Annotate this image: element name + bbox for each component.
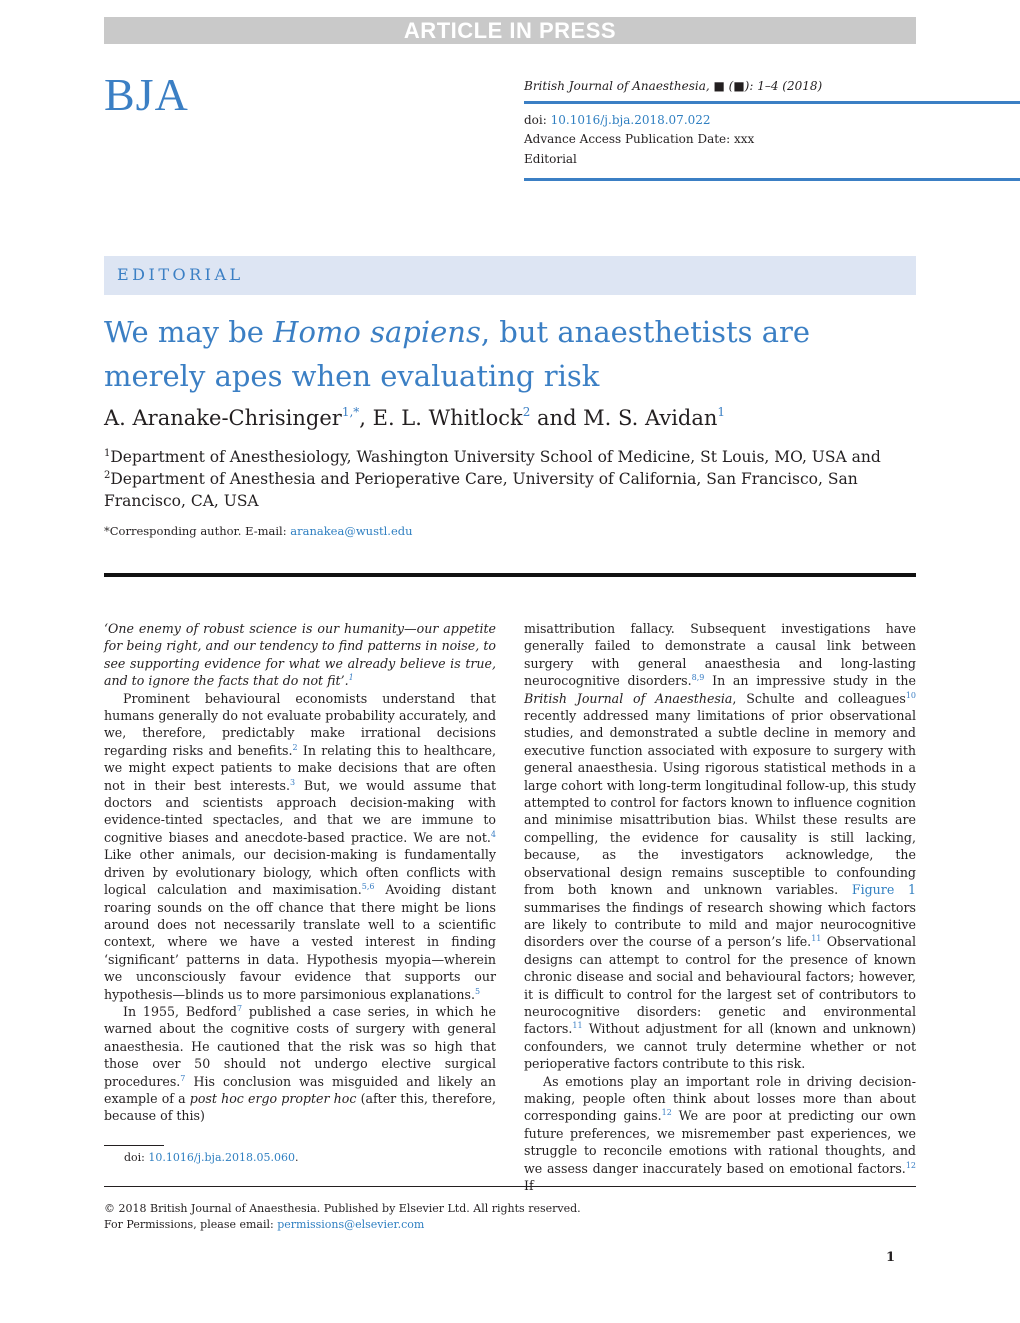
article-title: We may be Homo sapiens, but anaesthetists are merely apes when evaluating risk bbox=[104, 315, 811, 393]
access-date: Advance Access Publication Date: xxx bbox=[524, 132, 755, 146]
left-column bbox=[104, 620, 496, 1125]
article-in-press-banner: ARTICLE IN PRESS bbox=[104, 17, 916, 44]
paragraph: Prominent behavioural economists understand that humans generally do not evaluate probability accurately, and we, therefore, predictably make irrational decisions regarding risks and benefits.$^2$ In relating this to healthcare, we might expect patients to make decisions that are often not in their best interests.$^3$ But, we would assume that doctors and scientists approach decision-making with evidence-tinted spectacles, and that we are immune to cognitive biases and anecdote-based practice. We are not.$^4$ Like other animals, our decision-making is fundamentally driven by evolutionary biology, which often conflicts with logical calculation and maximisation.$^{5,6}$ Avoiding distant roaring sounds on the off chance that there might be lions around does not necessarily translate well to a scientific context, where we have a vested interest in finding ‘significant’ patterns in data. Hypothesis myopia—wherein we unconsciously favour evidence that supports our hypothesis—blinds us to more parsimonious explanations.$^5$ bbox=[104, 690, 497, 1002]
header-rule bbox=[524, 101, 1020, 104]
journal-logo: BJA bbox=[104, 69, 189, 120]
right-column bbox=[524, 620, 916, 1194]
permissions-email-link[interactable]: permissions@elsevier.com bbox=[277, 1218, 425, 1231]
footnote-doi-link[interactable]: 10.1016/j.bja.2018.05.060 bbox=[148, 1151, 295, 1164]
doi-label: doi: bbox=[524, 113, 547, 127]
page-number: 1 bbox=[886, 1250, 896, 1265]
section-bar bbox=[104, 256, 916, 295]
paragraph: As emotions play an important role in driving decision-making, people often think about losses more than about corresponding gains.$^{12}$ We are poor at predicting our own future preferences, we misremember past experiences, we struggle to reconcile emotions with rational thoughts, and we assess danger inaccurately based on emotional factors.$^{12}$ bbox=[524, 1073, 916, 1176]
article-type: Editorial bbox=[524, 152, 577, 166]
header-rule-bottom bbox=[524, 178, 1020, 181]
corresponding-author: *Corresponding author. E-mail: aranakea@wustl.edu bbox=[104, 524, 413, 538]
footnote: doi: 10.1016/j.bja.2018.05.060. bbox=[124, 1151, 299, 1164]
affiliations bbox=[104, 446, 918, 512]
copyright-line: © 2018 British Journal of Anaesthesia. Published by Elsevier Ltd. All rights reserved. bbox=[104, 1202, 581, 1215]
email-link[interactable]: aranakea@wustl.edu bbox=[290, 524, 413, 538]
section-label: EDITORIAL bbox=[117, 265, 244, 284]
doi-line bbox=[524, 112, 711, 128]
paragraph: In 1955, Bedford$^7$ published a case series, in which he warned about the cognitive costs of surgery with general anaesthesia. He cautioned that the risk was so high that those over 50 should not undergo elective surgical procedures.$^7$ His conclusion was misguided and likely an example of a post hoc ergo propter hoc (after this, therefore, because of this) bbox=[104, 1003, 496, 1124]
author-list: A. Aranake-Chrisinger$^{1,*}$, E. L. Whitlock$^2$ and M. S. Avidan$^1$ bbox=[104, 405, 726, 430]
journal-citation: British Journal of Anaesthesia, ■ (■): 1–4 (2018) bbox=[524, 79, 823, 93]
footnote-rule bbox=[104, 1145, 164, 1146]
figure-1-link[interactable]: Figure 1 bbox=[851, 882, 917, 898]
affiliation-1: $^1$Department of Anesthesiology, Washington University School of Medicine, St Louis, MO, USA and bbox=[104, 448, 881, 466]
permissions-line: For Permissions, please email: permissions@elsevier.com bbox=[104, 1218, 425, 1231]
bottom-rule bbox=[104, 1186, 916, 1187]
divider bbox=[104, 573, 916, 577]
copyright bbox=[104, 1201, 581, 1233]
epigraph-quote: ‘One enemy of robust science is our humanity—our appetite for being right, and our tendency to find patterns in noise, to see supporting evidence for what we already believe is true, and to ignore the facts that do not fit’.$^1$ bbox=[104, 621, 496, 689]
affiliation-2: $^2$Department of Anesthesia and Perioperative Care, University of California, San Francisco, San Francisco, CA, USA bbox=[104, 470, 858, 510]
paragraph: misattribution fallacy. Subsequent investigations have generally failed to demonstrate a causal link between surgery with general anaesthesia and long-lasting neurocognitive disorders.$^{8,9}$ In an impressive study in the British Journal of Anaesthesia, Schulte and colleagues$^{10}$ recently addressed many limitations of prior observational studies, and demonstrated a subtle decline in memory and executive function associated with exposure to surgery with general anaesthesia. Using rigorous statistical methods in a large cohort with long-term longitudinal follow-up, this study attempted to control for factors known to influence cognition and minimise misattribution bias. Whilst these results are compelling, the evidence for causality is still lacking, because, as the investigators acknowledge, the observational design remains susceptible to confounding from both known and unknown variables. Figure 1 summarises the findings of research showing which factors are likely to contribute to mild and major neurocognitive disorders over the course of a person’s life.$^{11}$ Observational designs can attempt to control for the presence of known chronic disease and social and behavioural factors; however, it is difficult to control for the largest set of contributors to neurocognitive disorders: genetic and environmental factors.$^{11}$ Without adjustment for all (known and unknown) confounders, we cannot truly determine whether or not perioperative factors contribute to this risk. bbox=[524, 621, 917, 1072]
doi-link[interactable]: 10.1016/j.bja.2018.07.022 bbox=[550, 113, 711, 127]
